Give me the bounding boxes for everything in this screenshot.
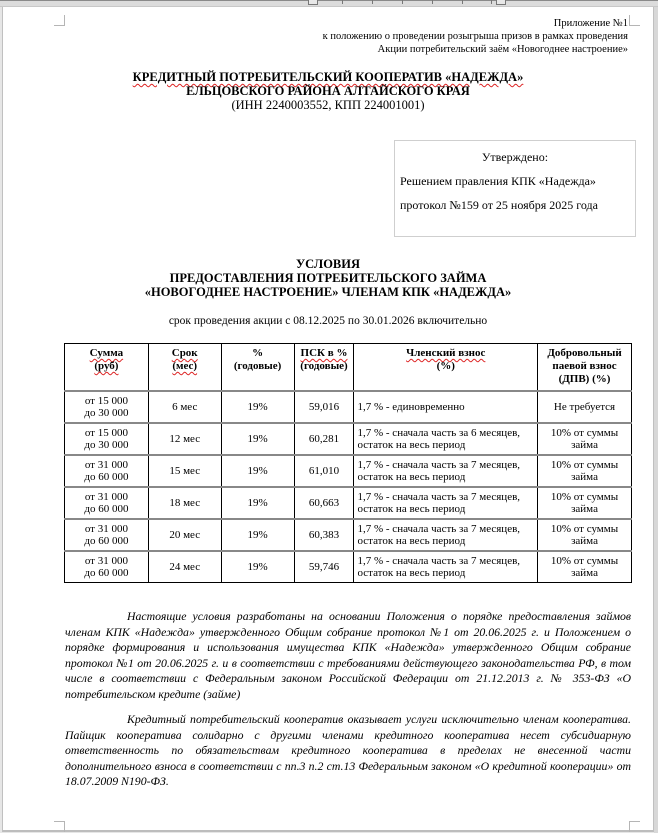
margin-corner-top-left xyxy=(54,15,65,26)
approval-box xyxy=(394,140,636,237)
table-row xyxy=(65,551,632,583)
ruler-tab-stop[interactable] xyxy=(462,0,463,4)
cell-fee: 1,7 % - сначала часть за 7 месяцев, остаток на весь период xyxy=(354,455,538,487)
approval-decision: Решением правления КПК «Надежда» xyxy=(400,174,596,188)
document-page[interactable] xyxy=(2,7,654,832)
cell-term: 15 мес xyxy=(148,455,221,487)
header-psk: ПСК в % (годовые) xyxy=(294,344,354,392)
approval-protocol: протокол №159 от 25 ноября 2025 года xyxy=(400,198,598,212)
cell-rate: 19% xyxy=(221,551,294,583)
margin-corner-bottom-left xyxy=(54,821,65,832)
table-header-row xyxy=(65,344,632,392)
cell-sum: от 31 000 до 60 000 xyxy=(65,519,149,551)
cell-dpv: 10% от суммы займа xyxy=(538,519,632,551)
ruler-line xyxy=(0,0,658,1)
ruler-indent-marker[interactable] xyxy=(308,0,318,5)
window-edge xyxy=(654,7,658,833)
legal-basis-paragraph: Настоящие условия разработаны на основании Положения о порядке предоставления займов членам КПК «Надежда» утвержденного Общим собрание протокол №1 от 20.06.2025 г. и Положением о порядке формирования и использования имущества КПК «Надежда» утвержденного Общим собрание протокол №1 от 20.06.2025 г. и в соответствии с требованиями действующего законодательства РФ, в том числе в соответствии с Федеральным законом Российской Федерации от 21.12.2013 г. № 353-ФЗ «О потребительском кредите (займе) xyxy=(65,609,631,701)
table-row xyxy=(65,519,632,551)
ruler-tab-stop[interactable] xyxy=(342,0,343,4)
cell-psk: 60,383 xyxy=(294,519,354,551)
table-row xyxy=(65,391,632,423)
ruler-tab-stop[interactable] xyxy=(491,0,492,4)
cell-fee: 1,7 % - сначала часть за 6 месяцев, остаток на весь период xyxy=(354,423,538,455)
cell-term: 12 мес xyxy=(148,423,221,455)
cell-term: 18 мес xyxy=(148,487,221,519)
cell-sum: от 15 000 до 30 000 xyxy=(65,391,149,423)
cell-rate: 19% xyxy=(221,519,294,551)
cell-sum: от 31 000 до 60 000 xyxy=(65,487,149,519)
cell-dpv: 10% от суммы займа xyxy=(538,455,632,487)
cell-psk: 60,281 xyxy=(294,423,354,455)
ruler-tab-stop[interactable] xyxy=(402,0,403,4)
cell-psk: 59,746 xyxy=(294,551,354,583)
membership-paragraph: Кредитный потребительский кооператив оказывает услуги исключительно членам кооператива. Пайщик кооператива солидарно с другими членами кредитного кооператива несет субсидиарную ответственность по обязательствам кредитного кооператива в пределах не внесенной части дополнительного взноса в соответствии с пп.3 п.2 ст.13 Федеральным законом «О кредитной кооперации» от 18.07.2009 N190-ФЗ. xyxy=(65,712,631,788)
cell-rate: 19% xyxy=(221,391,294,423)
ruler[interactable] xyxy=(0,0,658,7)
annex-header xyxy=(323,17,628,56)
table-row xyxy=(65,423,632,455)
cell-term: 20 мес xyxy=(148,519,221,551)
header-rate: % (годовые) xyxy=(221,344,294,392)
loan-terms-table xyxy=(64,343,632,583)
table-row xyxy=(65,455,632,487)
organization-region: ЕЛЬЦОВСКОГО РАЙОНА АЛТАЙСКОГО КРАЯ xyxy=(186,84,470,98)
annex-line-3: Акции потребительский заём «Новогоднее настроение» xyxy=(377,44,628,55)
cell-term: 24 мес xyxy=(148,551,221,583)
ruler-right-indent-marker[interactable] xyxy=(496,0,506,5)
cell-psk: 59,016 xyxy=(294,391,354,423)
ruler-tab-stop[interactable] xyxy=(372,0,373,4)
cell-rate: 19% xyxy=(221,455,294,487)
organization-name: КРЕДИТНЫЙ ПОТРЕБИТЕЛЬСКИЙ КООПЕРАТИВ «НАДЕЖДА» xyxy=(132,70,524,84)
ruler-tab-stop[interactable] xyxy=(432,0,433,4)
cell-psk: 61,010 xyxy=(294,455,354,487)
cell-dpv: 10% от суммы займа xyxy=(538,423,632,455)
cell-sum: от 31 000 до 60 000 xyxy=(65,551,149,583)
margin-corner-top-right xyxy=(629,15,640,26)
header-term: Срок (мес) xyxy=(148,344,221,392)
title-line-3: «НОВОГОДНЕЕ НАСТРОЕНИЕ» ЧЛЕНАМ КПК «НАДЕЖДА» xyxy=(144,285,512,299)
cell-rate: 19% xyxy=(221,423,294,455)
cell-dpv: Не требуется xyxy=(538,391,632,423)
margin-corner-bottom-right xyxy=(629,821,640,832)
cell-term: 6 мес xyxy=(148,391,221,423)
table-row xyxy=(65,487,632,519)
cell-fee: 1,7 % - сначала часть за 7 месяцев, остаток на весь период xyxy=(354,487,538,519)
organization-header xyxy=(3,70,653,112)
cell-dpv: 10% от суммы займа xyxy=(538,551,632,583)
header-membership-fee: Членский взнос (%) xyxy=(354,344,538,392)
organization-ids: (ИНН 2240003552, КПП 224001001) xyxy=(231,98,425,112)
header-sum: Сумма (руб) xyxy=(65,344,149,392)
promotion-period: срок проведения акции с 08.12.2025 по 30.01.2026 включительно xyxy=(168,315,488,327)
title-line-2: ПРЕДОСТАВЛЕНИЯ ПОТРЕБИТЕЛЬСКОГО ЗАЙМА xyxy=(169,271,487,285)
approval-heading: Утверждено: xyxy=(481,150,549,164)
annex-line-1: Приложение №1 xyxy=(553,18,628,29)
annex-line-2: к положению о проведении розыгрыша призов в рамках проведения xyxy=(322,31,628,42)
cell-rate: 19% xyxy=(221,487,294,519)
title-line-1: УСЛОВИЯ xyxy=(295,257,360,271)
cell-fee: 1,7 % - сначала часть за 7 месяцев, остаток на весь период xyxy=(354,551,538,583)
cell-sum: от 31 000 до 60 000 xyxy=(65,455,149,487)
cell-fee: 1,7 % - единовременно xyxy=(354,391,538,423)
cell-fee: 1,7 % - сначала часть за 7 месяцев, остаток на весь период xyxy=(354,519,538,551)
document-title xyxy=(3,257,653,299)
cell-sum: от 15 000 до 30 000 xyxy=(65,423,149,455)
cell-psk: 60,663 xyxy=(294,487,354,519)
cell-dpv: 10% от суммы займа xyxy=(538,487,632,519)
header-voluntary-share: Добровольный паевой взнос (ДПВ) (%) xyxy=(538,344,632,392)
